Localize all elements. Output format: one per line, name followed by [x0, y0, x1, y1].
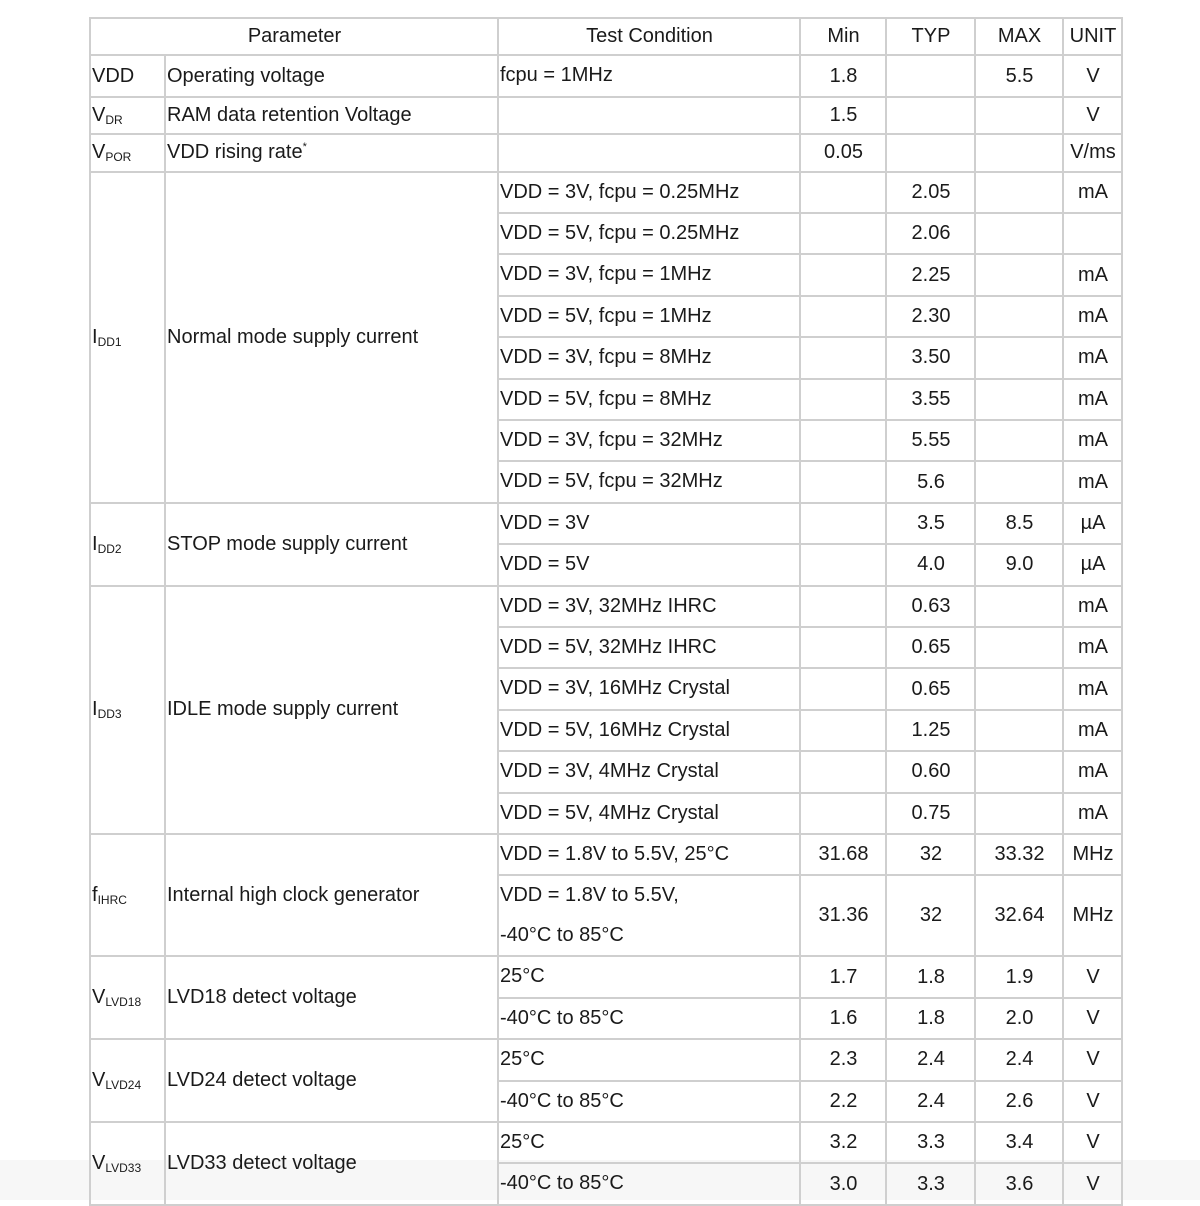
- typ-value: 0.63: [886, 586, 975, 627]
- test-condition: [498, 420, 800, 461]
- parameter-name: [165, 586, 498, 834]
- unit-value: V/ms: [1063, 134, 1122, 171]
- parameter-symbol: [90, 97, 165, 134]
- parameter-name: [165, 97, 498, 134]
- max-value: 2.0: [975, 998, 1063, 1039]
- typ-value: 3.3: [886, 1122, 975, 1163]
- typ-value: 2.05: [886, 172, 975, 213]
- symbol-base: VDD: [92, 64, 135, 87]
- table-row: [90, 834, 1122, 875]
- typ-value: 2.06: [886, 213, 975, 254]
- parameter-name: [165, 503, 498, 586]
- test-condition: [498, 998, 800, 1039]
- min-value: 1.5: [800, 97, 886, 134]
- test-condition-line: VDD = 5V, fcpu = 8MHz: [500, 387, 712, 410]
- max-value: 1.9: [975, 956, 1063, 997]
- header-min: Min: [800, 18, 886, 55]
- min-value: [800, 172, 886, 213]
- unit-value: V: [1063, 1039, 1122, 1080]
- parameter-name-text: RAM data retention Voltage: [167, 103, 412, 126]
- header-typ: TYP: [886, 18, 975, 55]
- parameter-symbol: [90, 134, 165, 171]
- test-condition-line: VDD = 3V, fcpu = 8MHz: [500, 346, 712, 369]
- footnote-marker: *: [302, 141, 307, 154]
- typ-value: 1.8: [886, 956, 975, 997]
- test-condition-line: VDD = 5V, fcpu = 0.25MHz: [500, 221, 740, 244]
- max-value: [975, 710, 1063, 751]
- min-value: [800, 254, 886, 295]
- symbol-subscript: DD1: [97, 334, 122, 349]
- typ-value: 0.65: [886, 627, 975, 668]
- test-condition-line: 25°C: [500, 965, 545, 988]
- test-condition-line: VDD = 1.8V to 5.5V, 25°C: [500, 843, 730, 866]
- test-condition-line: VDD = 3V: [500, 511, 590, 534]
- typ-value: 2.25: [886, 254, 975, 295]
- unit-value: mA: [1063, 420, 1122, 461]
- symbol-base: V: [92, 141, 106, 164]
- parameter-name-text: LVD18 detect voltage: [167, 986, 357, 1009]
- min-value: [800, 503, 886, 544]
- max-value: 2.4: [975, 1039, 1063, 1080]
- unit-value: mA: [1063, 296, 1122, 337]
- typ-value: 3.3: [886, 1163, 975, 1204]
- test-condition: [498, 834, 800, 875]
- unit-value: mA: [1063, 172, 1122, 213]
- parameter-symbol: [90, 834, 165, 956]
- typ-value: 3.50: [886, 337, 975, 378]
- test-condition-line: VDD = 3V, 16MHz Crystal: [500, 677, 730, 700]
- max-value: [975, 586, 1063, 627]
- parameter-name: [165, 834, 498, 956]
- max-value: [975, 134, 1063, 171]
- table-row: [90, 97, 1122, 134]
- min-value: 3.2: [800, 1122, 886, 1163]
- test-condition-line: VDD = 3V, fcpu = 1MHz: [500, 263, 712, 286]
- max-value: 5.5: [975, 55, 1063, 96]
- test-condition-line: VDD = 5V: [500, 553, 590, 576]
- header-parameter: Parameter: [90, 18, 498, 55]
- unit-value: [1063, 213, 1122, 254]
- header-unit: UNIT: [1063, 18, 1122, 55]
- test-condition: [498, 134, 800, 171]
- typ-value: 4.0: [886, 544, 975, 585]
- min-value: [800, 420, 886, 461]
- max-value: [975, 172, 1063, 213]
- typ-value: 2.4: [886, 1039, 975, 1080]
- max-value: [975, 379, 1063, 420]
- parameter-symbol: [90, 956, 165, 1039]
- parameter-symbol: [90, 55, 165, 96]
- min-value: 1.7: [800, 956, 886, 997]
- symbol-subscript: DD2: [97, 541, 122, 556]
- test-condition: [498, 254, 800, 295]
- test-condition: [498, 337, 800, 378]
- table-row: [90, 134, 1122, 171]
- header-row: [90, 18, 1122, 55]
- typ-value: 32: [886, 834, 975, 875]
- parameter-symbol: [90, 1122, 165, 1205]
- table-row: [90, 1039, 1122, 1080]
- test-condition: [498, 1081, 800, 1122]
- min-value: 0.05: [800, 134, 886, 171]
- parameter-symbol: [90, 172, 165, 503]
- max-value: [975, 793, 1063, 834]
- unit-value: MHz: [1063, 834, 1122, 875]
- parameter-name-text: Normal mode supply current: [167, 325, 419, 348]
- min-value: [800, 668, 886, 709]
- table-row: [90, 1122, 1122, 1163]
- parameter-name-text: Operating voltage: [167, 64, 325, 87]
- unit-value: mA: [1063, 710, 1122, 751]
- parameter-name-text: STOP mode supply current: [167, 532, 408, 555]
- parameter-name: [165, 1039, 498, 1122]
- symbol-subscript: POR: [105, 150, 132, 165]
- test-condition: [498, 172, 800, 213]
- max-value: 8.5: [975, 503, 1063, 544]
- parameter-name-text: Internal high clock generator: [167, 883, 420, 906]
- max-value: 32.64: [975, 875, 1063, 956]
- header-max: MAX: [975, 18, 1063, 55]
- test-condition-line: fcpu = 1MHz: [500, 64, 613, 87]
- min-value: [800, 627, 886, 668]
- unit-value: V: [1063, 1122, 1122, 1163]
- test-condition-line: VDD = 3V, fcpu = 0.25MHz: [500, 180, 740, 203]
- parameter-name: [165, 55, 498, 96]
- test-condition-line: VDD = 3V, fcpu = 32MHz: [500, 429, 723, 452]
- unit-value: mA: [1063, 379, 1122, 420]
- min-value: 1.8: [800, 55, 886, 96]
- test-condition-line: -40°C to 85°C: [500, 1006, 624, 1029]
- test-condition: [498, 586, 800, 627]
- unit-value: mA: [1063, 461, 1122, 502]
- typ-value: [886, 55, 975, 96]
- min-value: 1.6: [800, 998, 886, 1039]
- table-row: [90, 503, 1122, 544]
- max-value: [975, 751, 1063, 792]
- min-value: [800, 337, 886, 378]
- test-condition-line: VDD = 5V, 32MHz IHRC: [500, 636, 717, 659]
- symbol-base: V: [92, 1151, 106, 1174]
- unit-value: mA: [1063, 337, 1122, 378]
- max-value: [975, 420, 1063, 461]
- test-condition: [498, 875, 800, 956]
- typ-value: 0.65: [886, 668, 975, 709]
- max-value: [975, 627, 1063, 668]
- test-condition-line: -40°C to 85°C: [500, 1172, 624, 1195]
- max-value: [975, 254, 1063, 295]
- typ-value: 32: [886, 875, 975, 956]
- header-test-condition: Test Condition: [498, 18, 800, 55]
- parameter-name: [165, 172, 498, 503]
- parameter-name-text: LVD24 detect voltage: [167, 1069, 357, 1092]
- min-value: [800, 461, 886, 502]
- max-value: [975, 296, 1063, 337]
- typ-value: 3.55: [886, 379, 975, 420]
- unit-value: V: [1063, 956, 1122, 997]
- unit-value: mA: [1063, 793, 1122, 834]
- symbol-subscript: IHRC: [97, 892, 127, 907]
- test-condition-line: -40°C to 85°C: [500, 923, 624, 946]
- typ-value: 5.6: [886, 461, 975, 502]
- parameter-name-text: IDLE mode supply current: [167, 698, 399, 721]
- max-value: [975, 97, 1063, 134]
- typ-value: 1.8: [886, 998, 975, 1039]
- parameter-symbol: [90, 503, 165, 586]
- symbol-base: V: [92, 986, 106, 1009]
- min-value: [800, 586, 886, 627]
- test-condition: [498, 1163, 800, 1204]
- test-condition: [498, 461, 800, 502]
- unit-value: V: [1063, 97, 1122, 134]
- test-condition-line: VDD = 3V, 32MHz IHRC: [500, 594, 717, 617]
- min-value: [800, 379, 886, 420]
- unit-value: V: [1063, 998, 1122, 1039]
- max-value: [975, 337, 1063, 378]
- test-condition: [498, 627, 800, 668]
- unit-value: µA: [1063, 503, 1122, 544]
- parameter-name: [165, 956, 498, 1039]
- test-condition: [498, 710, 800, 751]
- symbol-subscript: LVD24: [105, 1078, 142, 1093]
- typ-value: 2.30: [886, 296, 975, 337]
- parameter-name: [165, 1122, 498, 1205]
- symbol-base: V: [92, 103, 106, 126]
- typ-value: 0.60: [886, 751, 975, 792]
- test-condition: [498, 544, 800, 585]
- test-condition: [498, 1039, 800, 1080]
- test-condition: [498, 793, 800, 834]
- typ-value: 5.55: [886, 420, 975, 461]
- typ-value: [886, 134, 975, 171]
- min-value: [800, 544, 886, 585]
- test-condition: [498, 668, 800, 709]
- unit-value: mA: [1063, 627, 1122, 668]
- symbol-base: I: [92, 532, 98, 555]
- min-value: [800, 296, 886, 337]
- table-body: [90, 55, 1122, 1204]
- table-row: [90, 586, 1122, 627]
- test-condition: [498, 1122, 800, 1163]
- test-condition: [498, 751, 800, 792]
- unit-value: V: [1063, 1163, 1122, 1204]
- symbol-subscript: LVD18: [105, 995, 142, 1010]
- symbol-subscript: DR: [105, 112, 123, 127]
- parameter-name-text: LVD33 detect voltage: [167, 1151, 357, 1174]
- typ-value: 1.25: [886, 710, 975, 751]
- electrical-characteristics-table: [89, 17, 1123, 1206]
- typ-value: [886, 97, 975, 134]
- max-value: 3.4: [975, 1122, 1063, 1163]
- typ-value: 0.75: [886, 793, 975, 834]
- min-value: 3.0: [800, 1163, 886, 1204]
- parameter-name: [165, 134, 498, 171]
- test-condition-line: VDD = 5V, fcpu = 32MHz: [500, 470, 723, 493]
- max-value: [975, 668, 1063, 709]
- test-condition-line: -40°C to 85°C: [500, 1089, 624, 1112]
- table-row: [90, 55, 1122, 96]
- parameter-symbol: [90, 1039, 165, 1122]
- symbol-base: f: [92, 883, 98, 906]
- unit-value: mA: [1063, 254, 1122, 295]
- min-value: 2.3: [800, 1039, 886, 1080]
- test-condition: [498, 213, 800, 254]
- test-condition: [498, 55, 800, 96]
- unit-value: µA: [1063, 544, 1122, 585]
- min-value: 31.36: [800, 875, 886, 956]
- table-row: [90, 172, 1122, 213]
- symbol-base: V: [92, 1069, 106, 1092]
- max-value: [975, 461, 1063, 502]
- test-condition-line: VDD = 1.8V to 5.5V,: [500, 884, 679, 907]
- test-condition: [498, 956, 800, 997]
- unit-value: V: [1063, 1081, 1122, 1122]
- max-value: 33.32: [975, 834, 1063, 875]
- test-condition: [498, 379, 800, 420]
- typ-value: 3.5: [886, 503, 975, 544]
- test-condition-line: VDD = 5V, 4MHz Crystal: [500, 801, 719, 824]
- symbol-subscript: DD3: [97, 707, 122, 722]
- table-row: [90, 956, 1122, 997]
- parameter-name-text: VDD rising rate: [167, 141, 303, 164]
- unit-value: MHz: [1063, 875, 1122, 956]
- max-value: 9.0: [975, 544, 1063, 585]
- symbol-base: I: [92, 698, 98, 721]
- unit-value: mA: [1063, 668, 1122, 709]
- unit-value: V: [1063, 55, 1122, 96]
- typ-value: 2.4: [886, 1081, 975, 1122]
- min-value: 2.2: [800, 1081, 886, 1122]
- unit-value: mA: [1063, 751, 1122, 792]
- unit-value: mA: [1063, 586, 1122, 627]
- min-value: [800, 710, 886, 751]
- min-value: 31.68: [800, 834, 886, 875]
- max-value: 3.6: [975, 1163, 1063, 1204]
- parameter-symbol: [90, 586, 165, 834]
- test-condition-line: VDD = 3V, 4MHz Crystal: [500, 760, 719, 783]
- min-value: [800, 793, 886, 834]
- max-value: [975, 213, 1063, 254]
- min-value: [800, 751, 886, 792]
- max-value: 2.6: [975, 1081, 1063, 1122]
- min-value: [800, 213, 886, 254]
- symbol-subscript: LVD33: [105, 1160, 142, 1175]
- test-condition: [498, 97, 800, 134]
- test-condition-line: VDD = 5V, fcpu = 1MHz: [500, 304, 712, 327]
- test-condition-line: VDD = 5V, 16MHz Crystal: [500, 718, 730, 741]
- test-condition-line: 25°C: [500, 1048, 545, 1071]
- test-condition: [498, 503, 800, 544]
- symbol-base: I: [92, 325, 98, 348]
- test-condition: [498, 296, 800, 337]
- test-condition-line: 25°C: [500, 1130, 545, 1153]
